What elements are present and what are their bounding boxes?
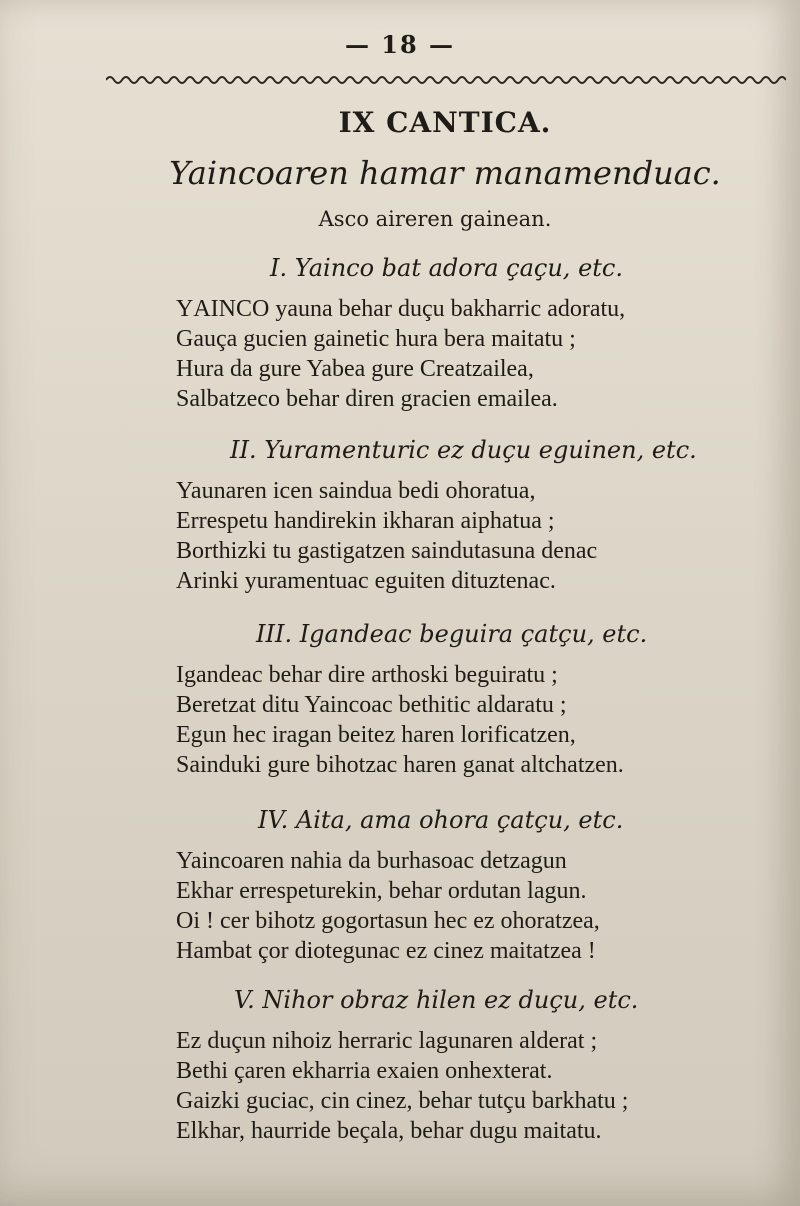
stanza-title: IV. Aita, ama ohora çatçu, etc. xyxy=(258,806,624,834)
verse-line: Yaincoaren nahia da burhasoac detzagun xyxy=(176,848,567,874)
song-heading: IX CANTICA. xyxy=(338,106,552,139)
verse-line: Arinki yuramentuac eguiten dituztenac. xyxy=(176,568,556,594)
verse-line: Ez duçun nihoiz herraric lagunaren alderat ; xyxy=(176,1028,598,1054)
verse-line: Elkhar, haurride beçala, behar dugu maitatu. xyxy=(176,1118,602,1144)
song-subtitle: Yaincoaren hamar manamenduac. xyxy=(169,154,721,192)
page-number: — 18 — xyxy=(344,30,456,59)
stanza-title: III. Igandeac beguira çatçu, etc. xyxy=(256,620,648,648)
verse-line: Beretzat ditu Yaincoac bethitic aldaratu ; xyxy=(176,692,567,718)
verse-line: Gaizki guciac, cin cinez, behar tutçu barkhatu ; xyxy=(176,1088,629,1114)
stanza-1 xyxy=(176,254,776,414)
verse-line: Sainduki gure bihotzac haren ganat altchatzen. xyxy=(176,752,624,778)
verse-line: Hura da gure Yabea gure Creatzailea, xyxy=(176,356,534,382)
verse-line: Borthizki tu gastigatzen saindutasuna denac xyxy=(176,538,598,564)
stanza-title: I. Yainco bat adora çaçu, etc. xyxy=(270,254,623,282)
verse-line xyxy=(176,294,776,324)
verse-line: Salbatzeco behar diren gracien emailea. xyxy=(176,386,558,412)
verse-line: Hambat çor diotegunac ez cinez maitatzea ! xyxy=(176,938,596,964)
verse-line: Errespetu handirekin ikharan aiphatua ; xyxy=(176,508,555,534)
verse-line: Ekhar errespeturekin, behar ordutan lagun. xyxy=(176,878,587,904)
drop-letter: Y xyxy=(176,296,194,322)
verse-line: Igandeac behar dire arthoski beguiratu ; xyxy=(176,662,558,688)
stanza-2 xyxy=(176,436,776,596)
verse-line: Bethi çaren ekharria exaien onhexterat. xyxy=(176,1058,553,1084)
stanza-4 xyxy=(176,806,776,966)
small-caps-word: AINCO xyxy=(193,296,270,322)
verse-line: Gauça gucien gainetic hura bera maitatu ; xyxy=(176,326,576,352)
tune-note: Asco aireren gainean. xyxy=(318,207,552,231)
stanza-3 xyxy=(176,620,776,780)
verse-line: Yaunaren icen saindua bedi ohoratua, xyxy=(176,478,536,504)
stanza-5 xyxy=(176,986,776,1146)
stanza-title: II. Yuramenturic ez duçu eguinen, etc. xyxy=(230,436,697,464)
stanza-title: V. Nihor obraz hilen ez duçu, etc. xyxy=(234,986,639,1014)
ornamental-rule xyxy=(106,68,786,92)
verse-line: Oi ! cer bihotz gogortasun hec ez ohoratzea, xyxy=(176,908,600,934)
verse-line: Egun hec iragan beitez haren lorificatzen, xyxy=(176,722,576,748)
verse-line-text: yauna behar duçu bakharric adoratu, xyxy=(269,296,626,322)
